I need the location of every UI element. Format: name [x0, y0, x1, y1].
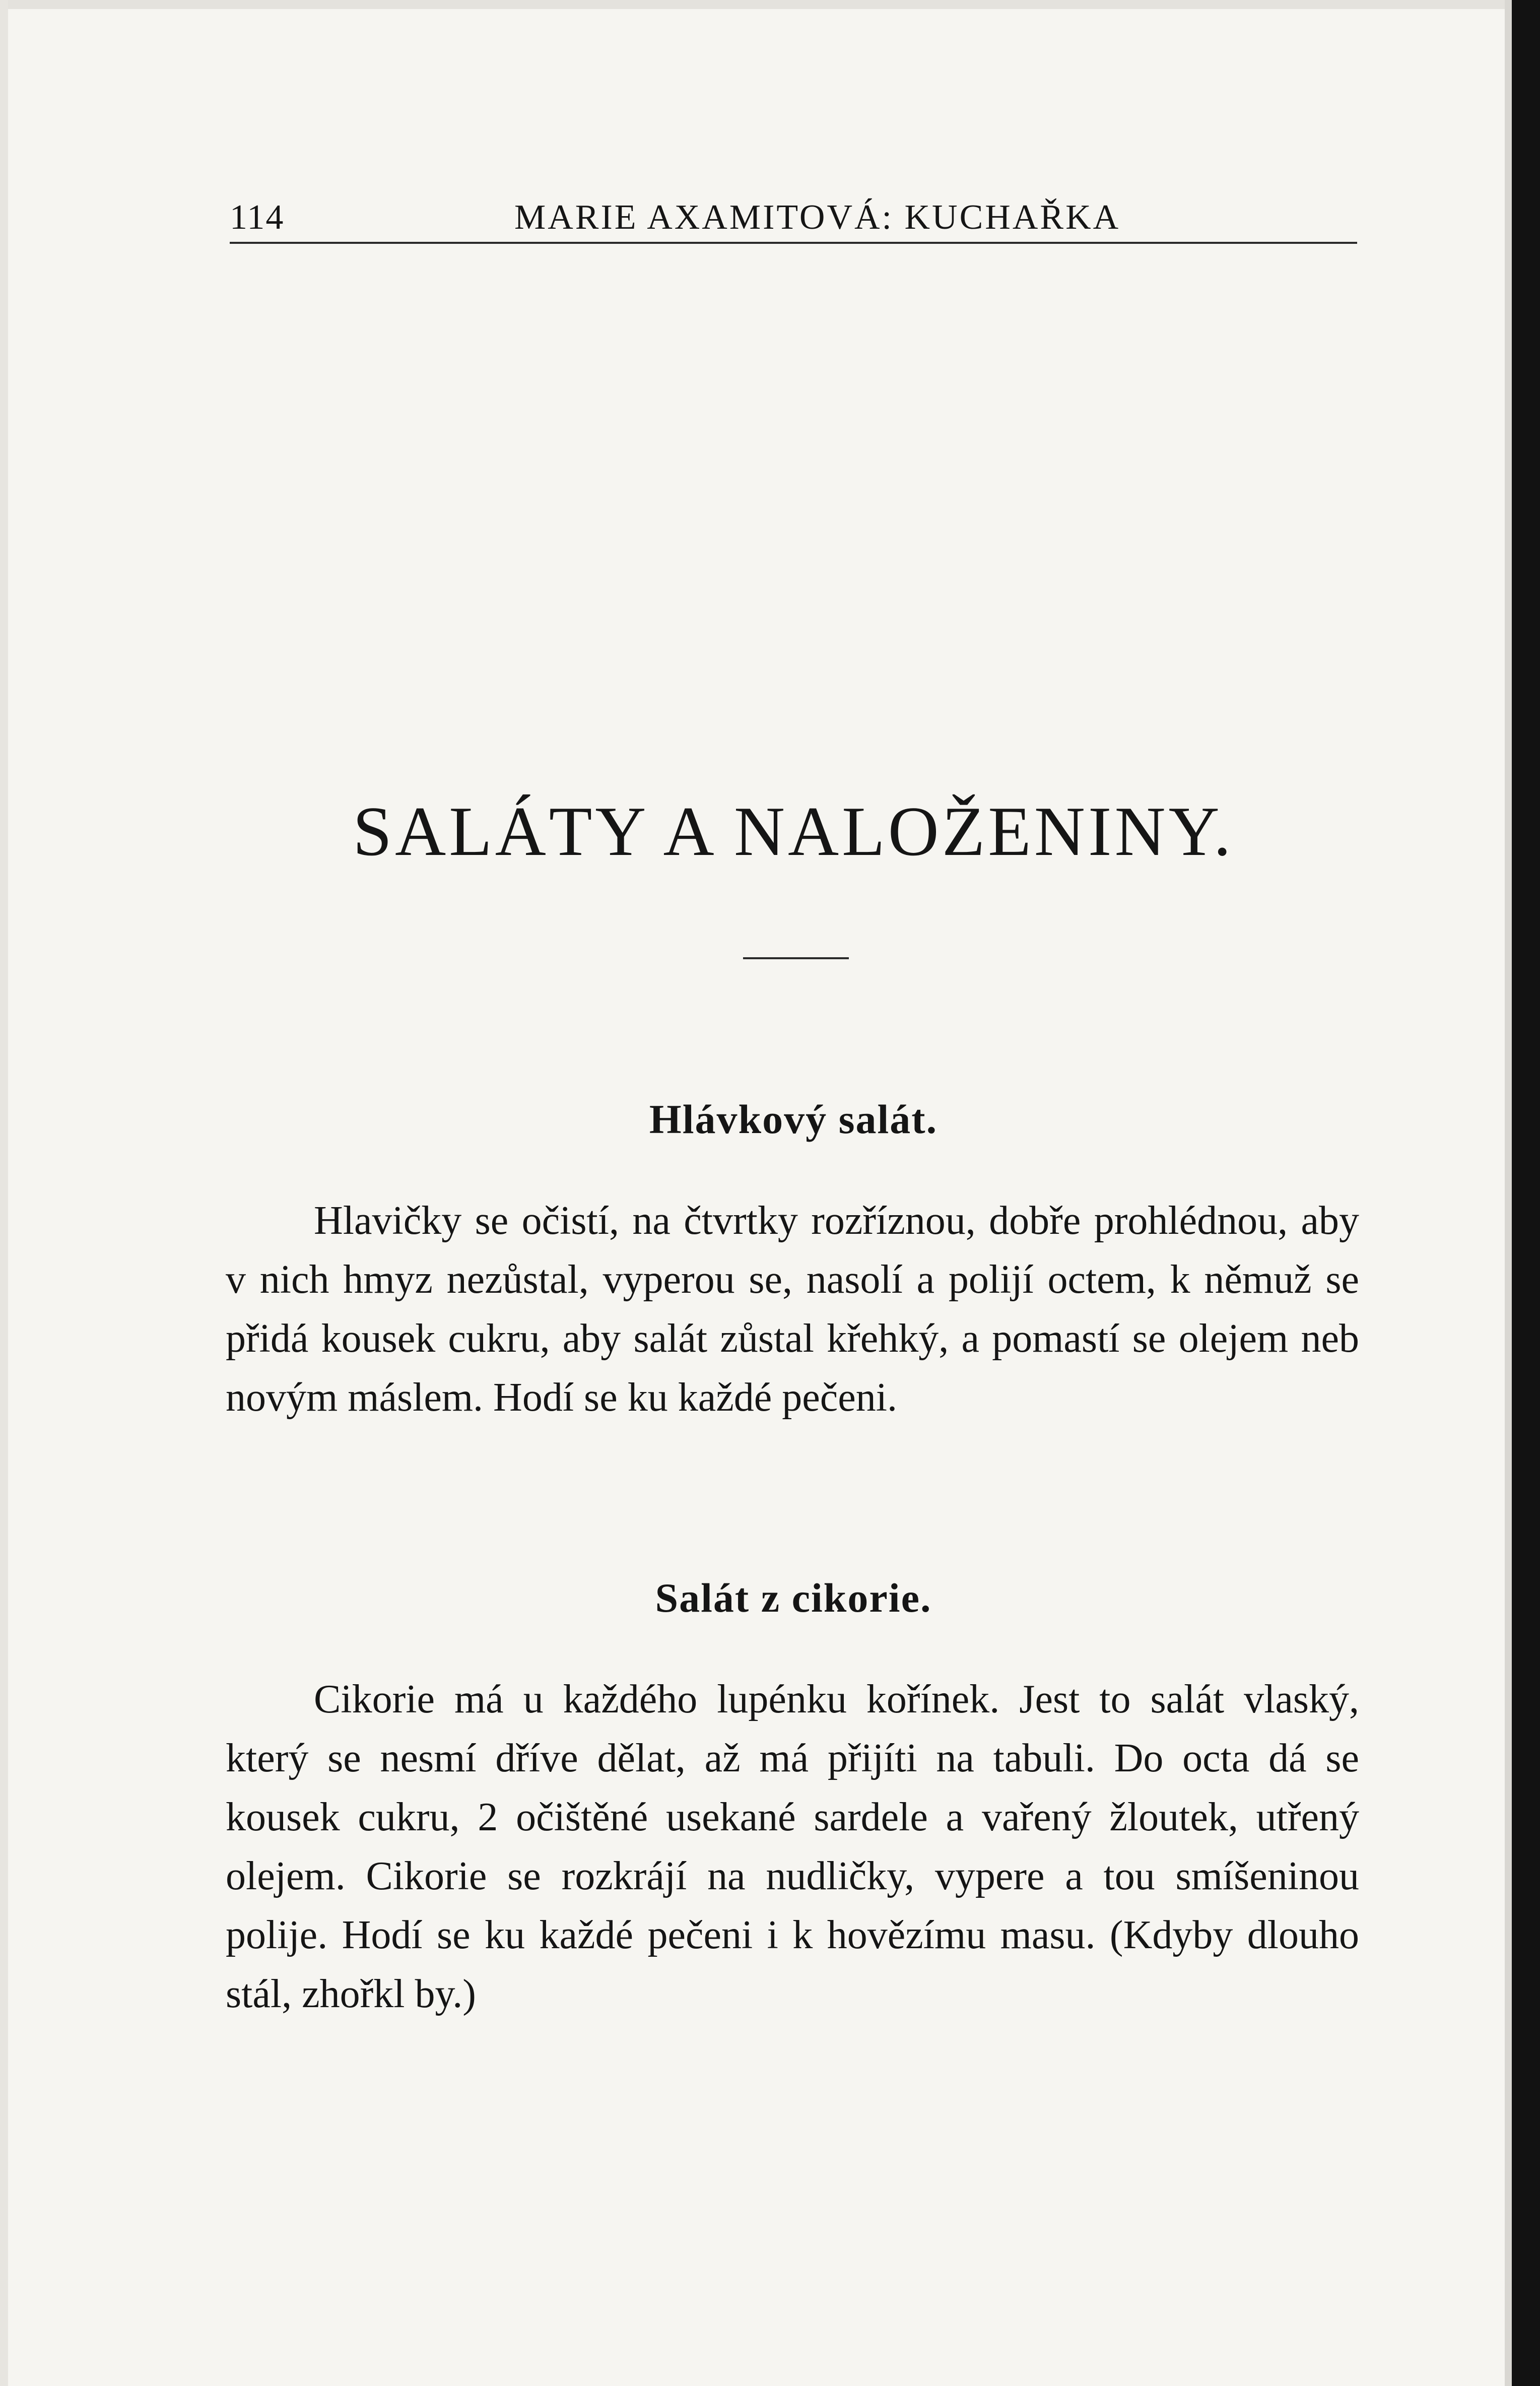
page-right-edge	[1512, 0, 1540, 2386]
page-left-edge	[0, 0, 8, 2386]
page-gutter-shadow	[1505, 0, 1512, 2386]
recipe-text-salat-z-cikorie: Cikorie má u každého lupénku kořínek. Jest to salát vlaský, který se nesmí dříve dělat, až má přijíti na tabuli. Do octa dá se kousek cukru, 2 očištěné usekané sardele a vařený žloutek, utřený olejem. Cikorie se rozkrájí na nudličky, vypere a tou smíšeninou polije. Hodí se ku každé pečeni i k hovězímu masu. (Kdyby dlouho stál, zhořkl by.)	[226, 1677, 1359, 2016]
running-title: MARIE AXAMITOVÁ: KUCHAŘKA	[514, 198, 1121, 237]
section-heading-salat-z-cikorie: Salát z cikorie.	[655, 1575, 932, 1621]
page-number: 114	[230, 198, 285, 237]
recipe-text-hlavkovy-salat: Hlavičky se očistí, na čtvrtky rozříznou, dobře prohlédnou, aby v nich hmyz nezůstal, vyperou se, nasolí a polijí octem, k němuž se přidá kousek cukru, aby salát zůstal křehký, a pomastí se olejem neb novým máslem. Hodí se ku každé pečeni.	[226, 1199, 1359, 1420]
page-top-edge	[0, 0, 1512, 9]
section-heading-hlavkovy-salat: Hlávkový salát.	[649, 1096, 938, 1142]
chapter-title: SALÁTY A NALOŽENINY.	[353, 792, 1234, 871]
running-head	[230, 191, 1357, 244]
chapter-divider	[743, 957, 849, 959]
